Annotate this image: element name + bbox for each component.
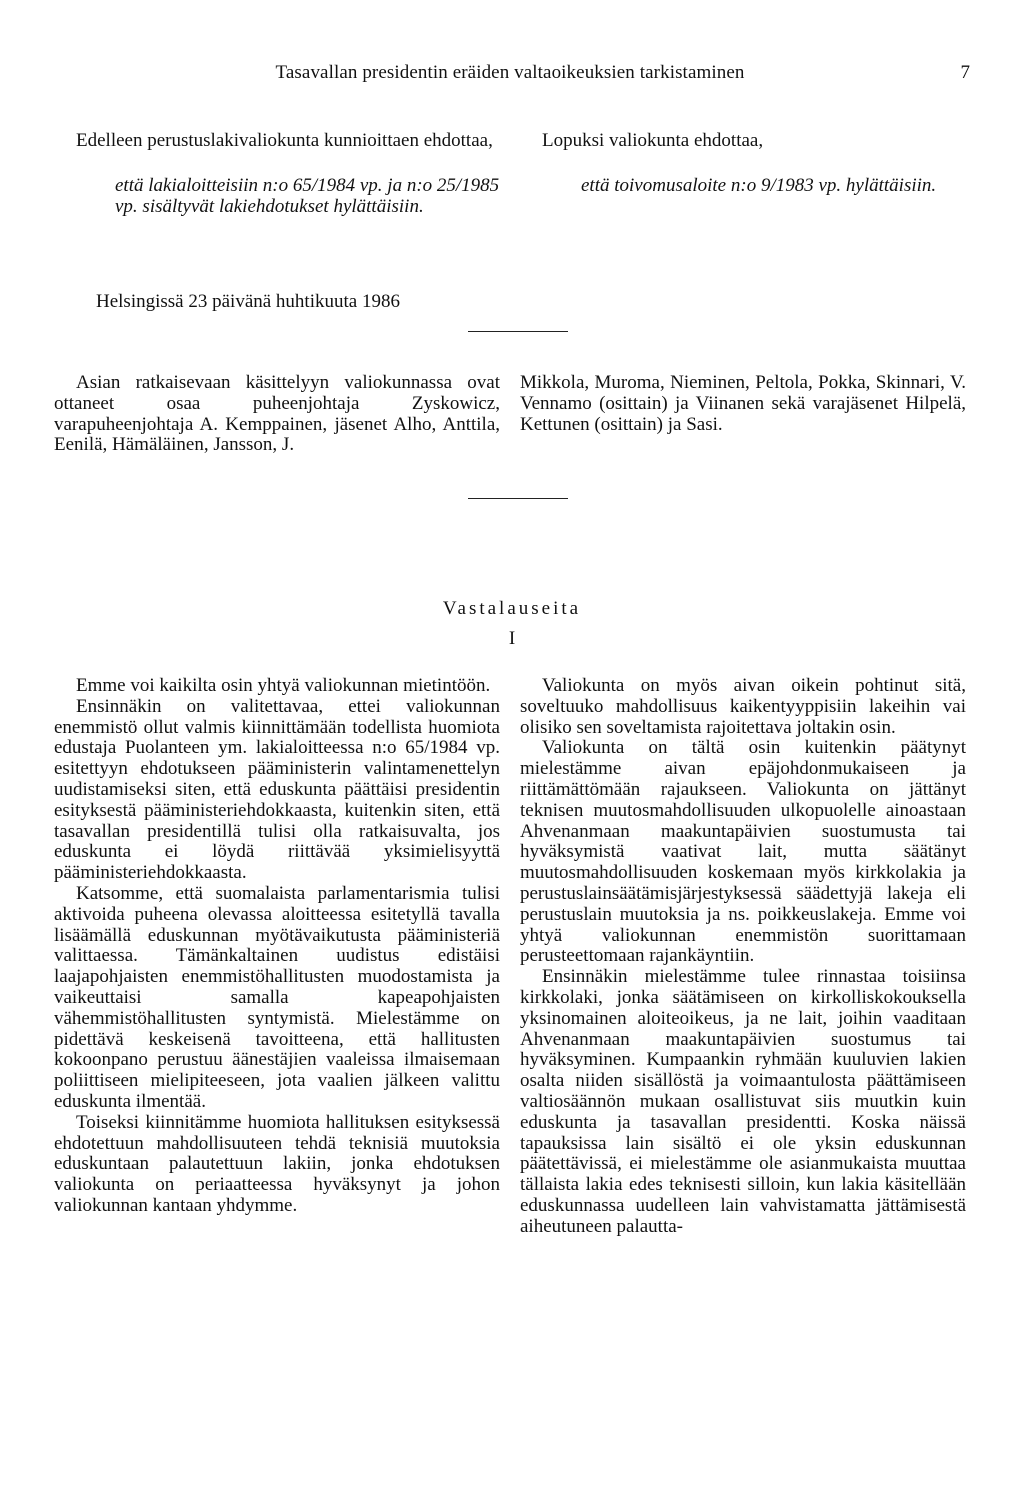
- place-date: Helsingissä 23 päivänä huhtikuuta 1986: [96, 291, 400, 312]
- section-number: I: [508, 628, 516, 649]
- dissent-paragraph: Valiokunta on myös aivan oikein pohtinut sitä, soveltuuko mahdollisuus kaikentyyppisiin lakeihin vai olisiko sen soveltamista rajoitettava joltakin osin.: [520, 675, 966, 738]
- dissent-left-column: [54, 676, 500, 1217]
- participants-right-text: Mikkola, Muroma, Nieminen, Peltola, Pokka, Skinnari, V. Vennamo (osittain) ja Viinanen sekä varajäsenet Hilpelä, Kettunen (osittain) ja Sasi.: [520, 372, 966, 435]
- proposal-left-clause: että lakialoitteisiin n:o 65/1984 vp. ja n:o 25/1985 vp. sisältyvät lakiehdotukset hylättäisiin.: [115, 174, 500, 217]
- dissent-paragraph: Emme voi kaikilta osin yhtyä valiokunnan mietintöön.: [76, 675, 491, 696]
- proposal-left: [54, 131, 500, 217]
- dissent-paragraph: Toiseksi kiinnitämme huomiota hallituksen esityksessä ehdotettuun mahdollisuuteen tehdä teknisiä muutoksia eduskuntaan palautettuun lakiin, jonka ehdotuksen valiokunta on periaatteessa hyväksynyt ja johon valiokunnan kantaan yhdymme.: [54, 1111, 500, 1216]
- dissent-paragraph: Katsomme, että suomalaista parlamentarismia tulisi aktivoida puheena olevassa aloitteessa esitetyllä tavalla lisäämällä eduskunnan myötävaikutusta pääministeriä valittaessa. Tämänkaltainen uudistus edistäisi laajapohjaisten enemmistöhallitusten muodostamista ja vaikeuttaisi samalla kapeapohjaisten vähemmistöhallitusten syntymistä. Mielestämme on pidettävä keskeisenä tavoitteena, että hallitusten kokoonpano perustuu äänestäjien vaaleissa ilmaisemaan poliittiseen mielipiteeseen, jota vaalien jälkeen valittu eduskunta ilmentää.: [54, 882, 500, 1112]
- proposal-left-intro: Edelleen perustuslakivaliokunta kunnioittaen ehdottaa,: [76, 130, 493, 151]
- participants-left: [54, 373, 500, 456]
- proposal-right-intro: Lopuksi valiokunta ehdottaa,: [542, 130, 764, 151]
- running-header: Tasavallan presidentin eräiden valtaoikeuksien tarkistaminen: [275, 62, 745, 83]
- proposal-right-clause: että toivomusaloite n:o 9/1983 vp. hylättäisiin.: [581, 174, 937, 196]
- dissent-paragraph: Ensinnäkin mielestämme tulee rinnastaa toisiinsa kirkkolaki, jonka säätämiseen on kirkolliskokouksella yksinomainen aloiteoikeus, ja ne lait, joihin vaaditaan Ahvenanmaan maakuntapäivien suostumus tai hyväksyminen. Kumpaankin ryhmään kuuluvien lakien osalta niiden sisällöstä ja voimaantulosta päättämiseen valtiosäännön mukaan osallistuvat siis muutkin kuin eduskunta ja tasavallan presidentti. Koska näissä tapauksissa lain sisältö ei ole yksin eduskunnan päätettävissä, ei mielestämme ole asianmukaista muuttaa tällaista lakia edes teknisesti silloin, kun lakia käsitellään eduskunnassa uudelleen lain vahvistamatta jättämisestä aiheutuneen palautta-: [520, 966, 966, 1237]
- section-heading: Vastalauseita: [442, 598, 582, 619]
- participants-left-text: Asian ratkaisevaan käsittelyyn valiokunnassa ovat ottaneet osaa puheenjohtaja Zyskowicz, varapuheenjohtaja A. Kemppainen, jäsenet Alho, Anttila, Eenilä, Hämäläinen, Jansson, J.: [54, 372, 500, 456]
- divider-rule: [468, 331, 568, 332]
- divider-rule: [468, 498, 568, 499]
- dissent-paragraph: Ensinnäkin on valitettavaa, ettei valiokunnan enemmistö ollut valmis kiinnittämään todellista huomiota edustaja Puolanteen ym. lakialoitteessa n:o 65/1984 vp. esitettyyn ehdotukseen pääministerin valintamenettelyn uudistamiseksi siten, että eduskunta päättäisi presidentin esityksestä pääministeriehdokkaasta, kuitenkin siten, että tasavallan presidentillä tulisi olla ratkaisuvalta, jos eduskunta ei löydä riittävää yksimielisyyttä pääministeriehdokkaasta.: [54, 695, 500, 884]
- page-number: 7: [960, 62, 970, 83]
- participants-right: [520, 373, 966, 435]
- proposal-right: [520, 131, 966, 197]
- dissent-paragraph: Valiokunta on tältä osin kuitenkin päätynyt mielestämme aivan epäjohdonmukaiseen ja riittämättömään rajaukseen. Valiokunta on jättänyt teknisen muutosmahdollisuuden ulkopuolelle ainoastaan Ahvenanmaan maakuntapäivien suostumusta tai hyväksymistä vaativat lait, mutta säätänyt muutosmahdollisuuden koskemaan myös kirkkolakia ja perustuslainsäätämisjärjestyksessä säädettyjä lakeja eli perustuslain muutoksia ja ns. poikkeuslakeja. Emme voi yhtyä valiokunnan enemmistön suorittamaan perusteettomaan rajankäyntiin.: [520, 737, 966, 967]
- dissent-right-column: [520, 676, 966, 1238]
